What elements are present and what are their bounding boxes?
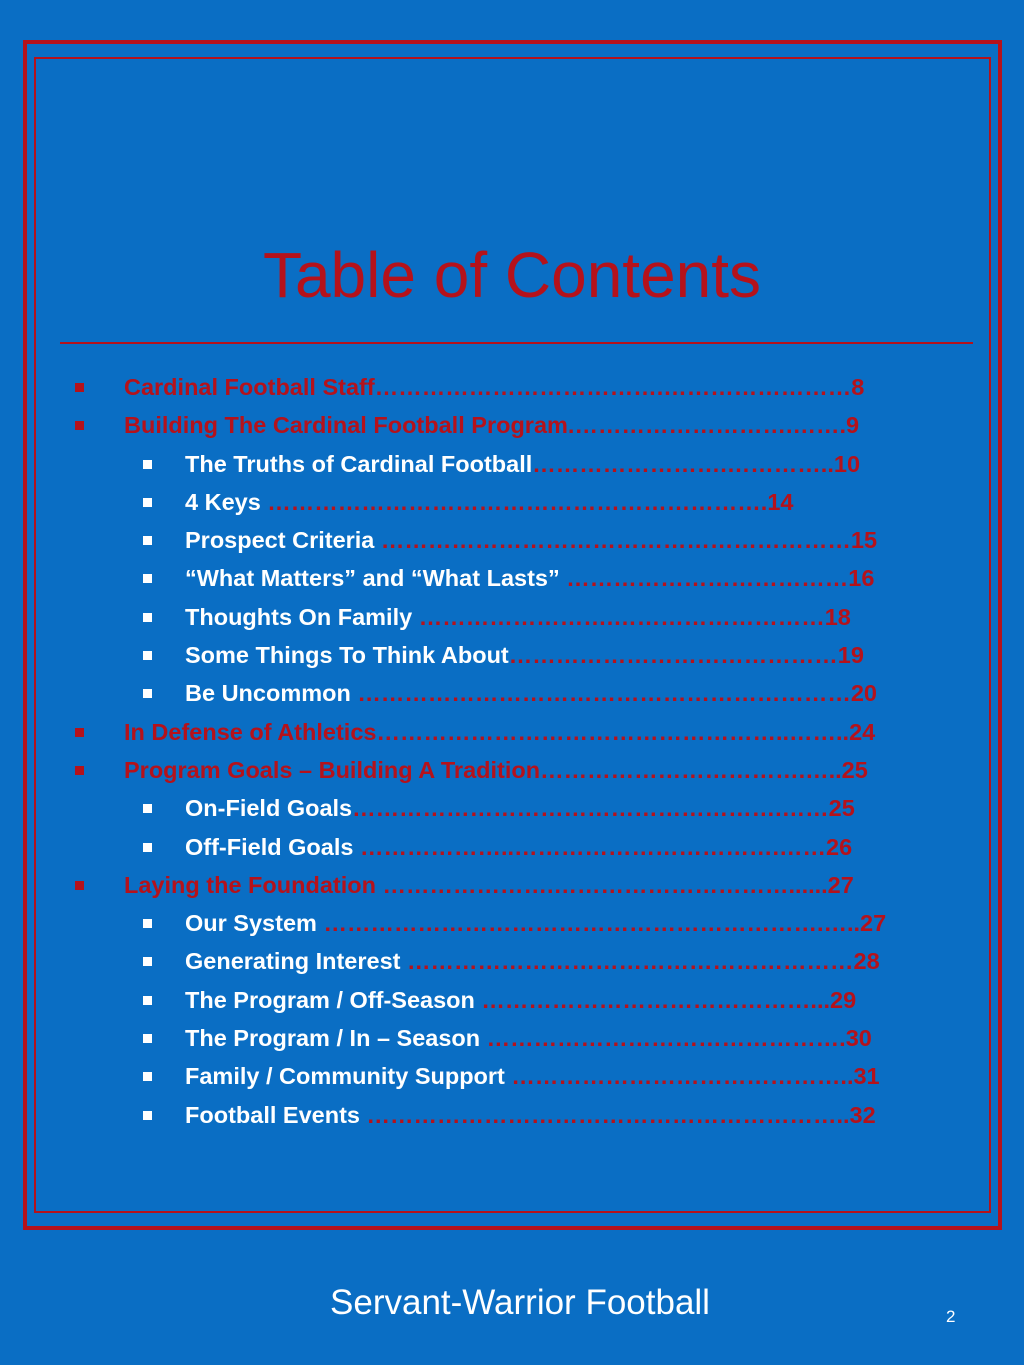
toc-entry-section[interactable] [0, 368, 1024, 406]
toc-entry-subsection[interactable] [0, 1057, 1024, 1095]
toc-entry-text [185, 942, 880, 980]
toc-entry-leader-page: ……………………………………19 [508, 642, 864, 669]
toc-entry-subsection[interactable] [0, 1019, 1024, 1057]
toc-entry-subsection[interactable] [0, 636, 1024, 674]
toc-entry-leader-page: …………………………………………………28 [400, 948, 880, 975]
toc-entry-leader-page: ………………………………16 [559, 565, 875, 592]
square-bullet-icon [143, 996, 152, 1005]
toc-entry-text [185, 483, 793, 521]
toc-entry-section[interactable] [0, 866, 1024, 904]
toc-entry-text [185, 981, 856, 1019]
toc-entry-subsection[interactable] [0, 904, 1024, 942]
toc-entry-label: Football Events [185, 1101, 360, 1128]
toc-entry-leader-page: ……………………………………...29 [474, 986, 857, 1013]
square-bullet-icon [143, 957, 152, 966]
square-bullet-icon [143, 651, 152, 660]
toc-entry-subsection[interactable] [0, 483, 1024, 521]
toc-entry-leader-page: ………………….…………………………......27 [375, 871, 854, 898]
toc-entry-leader-page: ……………………………………………………….…..27 [316, 910, 887, 937]
page-title: Table of Contents [262, 239, 762, 311]
toc-entry-label: Cardinal Football Staff [124, 374, 375, 400]
toc-entry-leader-page: …………………….…………..10 [532, 450, 861, 477]
toc-entry-subsection[interactable] [0, 981, 1024, 1019]
toc-entry-text [185, 1019, 872, 1057]
toc-entry-leader-page: ……………………………………….30 [480, 1025, 872, 1052]
toc-entry-text [185, 904, 886, 942]
square-bullet-icon [143, 574, 152, 583]
toc-entry-text [124, 751, 868, 789]
toc-entry-text [124, 866, 854, 904]
toc-list [0, 368, 1024, 1134]
toc-entry-leader-page: ……………………………………………………..32 [359, 1101, 876, 1128]
page-number: 2 [946, 1307, 956, 1326]
toc-entry-leader-page: ……………………………………..31 [504, 1063, 880, 1090]
square-bullet-icon [75, 881, 84, 890]
square-bullet-icon [143, 536, 152, 545]
toc-entry-leader-page: ……………………………………………….……25 [352, 795, 855, 822]
toc-entry-label: Thoughts On Family [185, 603, 413, 630]
square-bullet-icon [75, 421, 84, 430]
toc-entry-subsection[interactable] [0, 674, 1024, 712]
square-bullet-icon [143, 460, 152, 469]
toc-entry-label: 4 Keys [185, 488, 261, 515]
square-bullet-icon [143, 919, 152, 928]
toc-entry-leader-page: …………………………….…..25 [540, 756, 868, 783]
square-bullet-icon [143, 804, 152, 813]
toc-entry-subsection[interactable] [0, 828, 1024, 866]
toc-entry-leader-page: .……………………….…….9 [567, 412, 860, 439]
toc-entry-label: The Truths of Cardinal Football [185, 450, 533, 477]
toc-entry-text [124, 713, 875, 751]
square-bullet-icon [75, 728, 84, 737]
toc-entry-text [185, 1057, 880, 1095]
toc-entry-label: Prospect Criteria [185, 527, 375, 554]
toc-entry-subsection[interactable] [0, 1096, 1024, 1134]
toc-entry-leader-page: ……………………………………………..……..24 [376, 718, 876, 745]
square-bullet-icon [143, 1111, 152, 1120]
toc-entry-subsection[interactable] [0, 789, 1024, 827]
toc-entry-label: Laying the Foundation [124, 871, 376, 898]
toc-entry-text [185, 445, 860, 483]
square-bullet-icon [143, 498, 152, 507]
toc-entry-leader-page: ……………………………………………………15 [374, 527, 878, 554]
toc-entry-label: Off-Field Goals [185, 833, 354, 860]
toc-entry-label: On-Field Goals [185, 795, 353, 822]
square-bullet-icon [143, 1072, 152, 1081]
square-bullet-icon [143, 1034, 152, 1043]
toc-entry-label: Generating Interest [185, 948, 401, 975]
square-bullet-icon [143, 613, 152, 622]
toc-entry-subsection[interactable] [0, 521, 1024, 559]
toc-entry-section[interactable] [0, 713, 1024, 751]
toc-entry-text [185, 521, 877, 559]
toc-entry-label: Program Goals – Building A Tradition [124, 756, 541, 783]
footer-title: Servant-Warrior Football [330, 1283, 710, 1322]
square-bullet-icon [75, 766, 84, 775]
toc-entry-label: Some Things To Think About [185, 642, 509, 669]
toc-entry-subsection[interactable] [0, 598, 1024, 636]
toc-entry-text [185, 636, 864, 674]
toc-entry-text [124, 368, 864, 406]
toc-entry-label: Family / Community Support [185, 1063, 505, 1090]
toc-entry-text [185, 789, 855, 827]
toc-entry-subsection[interactable] [0, 559, 1024, 597]
toc-entry-text [185, 828, 852, 866]
toc-entry-text [185, 1096, 876, 1134]
toc-entry-leader-page: ……………………………………………………….14 [260, 488, 794, 515]
toc-entry-label: The Program / Off-Season [185, 986, 475, 1013]
toc-entry-label: “What Matters” and “What Lasts” [185, 565, 560, 592]
toc-entry-text [185, 674, 877, 712]
title-divider [60, 342, 973, 344]
toc-entry-text [124, 406, 859, 444]
toc-entry-text [185, 598, 851, 636]
toc-entry-leader-page: ………………………………………………………20 [350, 680, 877, 707]
toc-entry-label: Our System [185, 910, 317, 937]
square-bullet-icon [75, 383, 84, 392]
square-bullet-icon [143, 843, 152, 852]
toc-entry-subsection[interactable] [0, 942, 1024, 980]
toc-entry-label: In Defense of Athletics [124, 718, 377, 745]
toc-entry-leader-page: ……………………………….……………………8 [374, 374, 865, 400]
toc-entry-label: The Program / In – Season [185, 1025, 481, 1052]
toc-entry-section[interactable] [0, 406, 1024, 444]
toc-entry-leader-page: ………………..…………………………….……26 [353, 833, 853, 860]
toc-entry-subsection[interactable] [0, 445, 1024, 483]
square-bullet-icon [143, 689, 152, 698]
toc-entry-label: Be Uncommon [185, 680, 351, 707]
toc-entry-label: Building The Cardinal Football Program [124, 412, 568, 439]
toc-entry-section[interactable] [0, 751, 1024, 789]
toc-entry-text [185, 559, 874, 597]
toc-entry-leader-page: …………………….………………………18 [412, 603, 851, 630]
